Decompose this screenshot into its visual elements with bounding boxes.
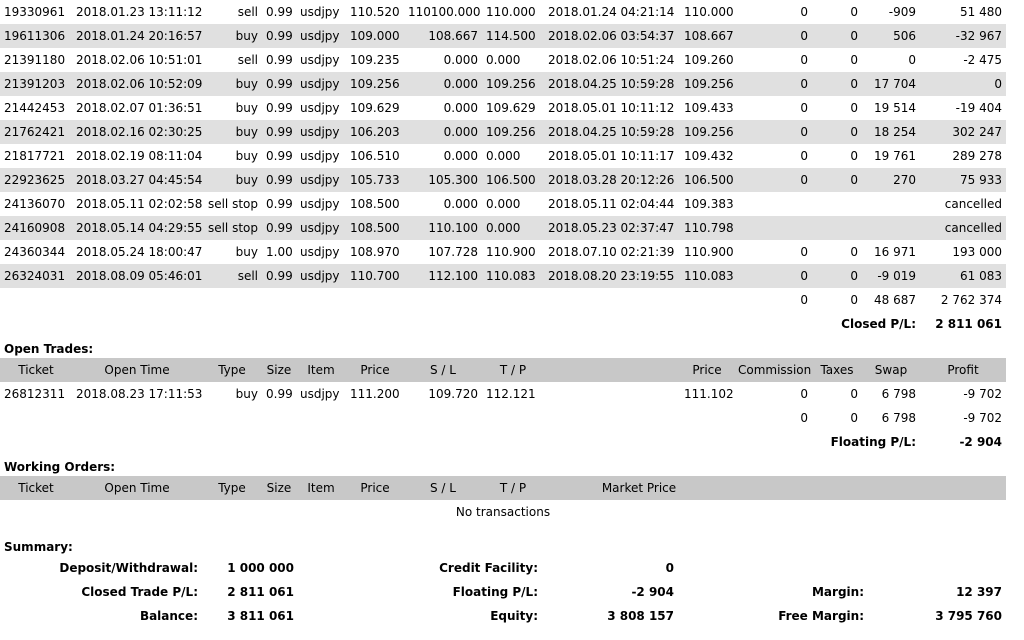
cell-price: 108.500 [346,216,404,240]
cell-close-time: 2018.04.25 10:59:28 [544,72,680,96]
cell-swap: 506 [862,24,920,48]
cell-price: 109.629 [350,101,400,115]
cell-sl: 110.100 [404,216,482,240]
cell-item: usdjpy [300,53,340,67]
cell-ticket: 22923625 [0,168,72,192]
floating-pl-row [0,430,1006,454]
open-cell-sl: 109.720 [428,387,478,401]
cell-close-time: 2018.05.11 02:04:44 [548,197,675,211]
cell-size: 0.99 [266,149,293,163]
closed-trade-row [0,24,1006,48]
cell-taxes: 0 [850,149,858,163]
closed-trade-row [0,120,1006,144]
closed-trade-row [0,264,1006,288]
cell-close-price: 106.500 [680,168,734,192]
cell-profit: 289 278 [952,149,1002,163]
cell-profit: 302 247 [920,120,1006,144]
cell-tp: 109.256 [482,120,544,144]
cell-size: 0.99 [266,197,293,211]
cell-price: 109.000 [346,24,404,48]
cell-close-time: 2018.08.20 23:19:55 [544,264,680,288]
open-totals-row [0,406,1006,430]
cell-item: usdjpy [300,5,340,19]
cell-ticket: 21762421 [0,120,72,144]
cell-size: 0.99 [262,72,296,96]
cell-ticket: 21442453 [4,101,66,115]
open-cell-type: buy [235,387,258,401]
balance-label: Balance: [139,609,198,623]
summary-floating-value: -2 904 [631,585,674,599]
balance-value: 3 811 061 [227,609,294,623]
cell-taxes [812,216,862,240]
cell-profit: 75 933 [920,168,1006,192]
cell-price: 109.235 [350,53,400,67]
cell-size: 0.99 [266,53,293,67]
wo-col-size: Size [262,476,296,500]
cell-size: 0.99 [262,216,296,240]
deposit-value: 1 000 000 [227,561,294,575]
cell-profit: 193 000 [952,245,1002,259]
open-cell-price: 111.200 [350,387,400,401]
cell-close-time: 2018.02.06 10:51:24 [548,53,675,67]
cell-item: usdjpy [296,216,346,240]
total-swap: 48 687 [874,293,916,307]
no-transactions-row [0,500,1006,524]
closed-trade-row [0,0,1006,24]
wo-col-open-time: Open Time [72,476,202,500]
cell-open-time: 2018.02.19 08:11:04 [76,149,202,163]
open-total-taxes: 0 [850,411,858,425]
col-size: Size [262,358,296,382]
closed-trade-row [0,48,1006,72]
cell-type: buy [202,168,262,192]
closed-trade-row [0,168,1006,192]
cell-sl: 0.000 [404,120,482,144]
cell-tp: 109.256 [482,72,544,96]
cell-commission: 0 [734,24,812,48]
cell-type: buy [202,72,262,96]
open-cell-blank [544,382,680,406]
cell-ticket: 19330961 [4,5,66,19]
cell-tp: 0.000 [486,197,521,211]
summary-floating-label: Floating P/L: [452,585,538,599]
closed-trade-row [0,144,1006,168]
open-cell-commission: 0 [800,387,808,401]
cell-close-price: 110.900 [684,245,734,259]
closed-trade-value: 2 811 061 [227,585,294,599]
cell-size: 0.99 [262,264,296,288]
col-swap: Swap [862,358,920,382]
cell-type: buy [235,245,258,259]
cell-price: 105.733 [346,168,404,192]
cell-taxes: 0 [850,5,858,19]
cell-sl: 105.300 [404,168,482,192]
wo-col-market-price: Market Price [544,476,734,500]
cell-open-time: 2018.02.07 01:36:51 [76,101,202,115]
cell-price: 110.700 [346,264,404,288]
cell-taxes: 0 [812,24,862,48]
cell-profit: 51 480 [960,5,1002,19]
col-item: Item [296,358,346,382]
cell-commission: 0 [734,264,812,288]
wo-col-blank [734,476,1006,500]
cell-type: buy [202,120,262,144]
cell-type: sell stop [202,216,262,240]
cell-commission: 0 [800,53,808,67]
col-open-time: Open Time [72,358,202,382]
open-cell-ticket: 26812311 [4,387,66,401]
cell-type: sell [237,53,258,67]
wo-col-sl: S / L [404,476,482,500]
cell-close-time: 2018.01.24 04:21:14 [548,5,675,19]
floating-pl-label: Floating P/L: [830,435,916,449]
cell-size: 0.99 [262,168,296,192]
cell-ticket: 26324031 [0,264,72,288]
closed-trade-row [0,216,1006,240]
cell-ticket: 24360344 [4,245,66,259]
cell-type: sell [237,5,258,19]
cell-profit: cancelled [944,197,1002,211]
open-cell-swap: 6 798 [881,387,916,401]
cell-close-price: 110.000 [684,5,734,19]
cell-ticket: 21817721 [4,149,66,163]
cell-commission [734,192,812,216]
cell-commission: 0 [800,5,808,19]
open-trades-header [0,358,1006,382]
cell-ticket: 21391180 [4,53,66,67]
cell-price: 106.203 [346,120,404,144]
wo-col-ticket: Ticket [0,476,72,500]
cell-open-time: 2018.02.16 02:30:25 [72,120,202,144]
closed-trade-row [0,96,1006,120]
wo-col-type: Type [202,476,262,500]
cell-swap [862,192,920,216]
total-commission: 0 [800,293,808,307]
cell-sl: 0.000 [443,53,478,67]
cell-price: 106.510 [350,149,400,163]
working-orders-header [0,476,1006,500]
col-taxes: Taxes [812,358,862,382]
cell-sl: 0.000 [443,197,478,211]
cell-taxes: 0 [812,168,862,192]
col-profit: Profit [920,358,1006,382]
cell-profit: -19 404 [955,101,1002,115]
cell-taxes [812,192,862,216]
cell-item: usdjpy [300,245,340,259]
cell-ticket: 24160908 [0,216,72,240]
summary-row-2 [0,580,1006,604]
cell-item: usdjpy [296,264,346,288]
open-cell-profit: -9 702 [963,387,1002,401]
cell-close-time: 2018.04.25 10:59:28 [544,120,680,144]
open-cell-size: 0.99 [266,387,293,401]
cell-open-time: 2018.05.24 18:00:47 [76,245,202,259]
cell-close-price: 109.260 [684,53,734,67]
col-price: Price [346,358,404,382]
cell-tp: 110.000 [486,5,536,19]
cell-tp: 106.500 [482,168,544,192]
cell-swap: -909 [888,5,916,19]
cell-taxes: 0 [850,101,858,115]
cell-ticket: 19611306 [0,24,72,48]
cell-open-time: 2018.03.27 04:45:54 [72,168,202,192]
col-type: Type [202,358,262,382]
cell-commission [734,216,812,240]
col-tp: T / P [482,358,544,382]
cell-swap: 19 761 [874,149,916,163]
cell-commission: 0 [800,149,808,163]
cell-open-time: 2018.02.06 10:51:01 [76,53,202,67]
working-orders-title: Working Orders: [4,460,116,474]
cell-tp: 110.900 [486,245,536,259]
cell-item: usdjpy [296,24,346,48]
cell-taxes: 0 [812,72,862,96]
open-total-swap: 6 798 [881,411,916,425]
working-orders-table [0,476,1006,524]
cell-close-time: 2018.05.01 10:11:17 [548,149,675,163]
cell-sl: 110100.000 [408,5,481,19]
cell-sl: 107.728 [428,245,478,259]
free-margin-value: 3 795 760 [935,609,1002,623]
open-cell-open-time: 2018.08.23 17:11:53 [76,387,202,401]
cell-type: buy [235,101,258,115]
cell-item: usdjpy [300,101,340,115]
col-sl: S / L [404,358,482,382]
cell-commission: 0 [734,168,812,192]
cell-close-time: 2018.02.06 03:54:37 [544,24,680,48]
summary-row-1 [0,556,1006,580]
cell-close-price: 109.256 [680,72,734,96]
cell-price: 109.256 [346,72,404,96]
cell-tp: 110.083 [482,264,544,288]
open-cell-tp: 112.121 [486,387,536,401]
summary-table [0,556,1006,628]
cell-ticket: 21391203 [0,72,72,96]
cell-tp: 0.000 [482,216,544,240]
cell-open-time: 2018.02.06 10:52:09 [72,72,202,96]
wo-col-item: Item [296,476,346,500]
equity-value: 3 808 157 [607,609,674,623]
cell-close-price: 109.433 [684,101,734,115]
cell-swap: 19 514 [874,101,916,115]
cell-swap: 17 704 [862,72,920,96]
cell-item: usdjpy [296,72,346,96]
cell-close-time: 2018.05.23 02:37:47 [544,216,680,240]
cell-item: usdjpy [296,120,346,144]
open-cell-taxes: 0 [850,387,858,401]
cell-profit: 61 083 [920,264,1006,288]
cell-commission: 0 [800,245,808,259]
cell-sl: 0.000 [443,149,478,163]
cell-sl: 112.100 [404,264,482,288]
open-cell-market-price: 111.102 [684,387,734,401]
cell-taxes: 0 [812,264,862,288]
closed-pl-row [0,312,1006,336]
cell-type: sell [202,264,262,288]
col-ticket: Ticket [0,358,72,382]
cell-open-time: 2018.05.11 02:02:58 [76,197,202,211]
cell-taxes: 0 [850,53,858,67]
cell-swap [862,216,920,240]
margin-label: Margin: [811,585,864,599]
floating-pl-value: -2 904 [959,435,1002,449]
cell-taxes: 0 [812,120,862,144]
no-transactions-text: No transactions [455,505,551,519]
closed-trade-row [0,72,1006,96]
cell-type: buy [235,149,258,163]
total-taxes: 0 [850,293,858,307]
cell-size: 0.99 [266,101,293,115]
cell-open-time: 2018.05.14 04:29:55 [72,216,202,240]
cell-tp: 0.000 [486,149,521,163]
closed-pl-label: Closed P/L: [841,317,916,331]
cell-price: 110.520 [350,5,400,19]
open-total-profit: -9 702 [963,411,1002,425]
cell-commission: 0 [734,72,812,96]
cell-close-price: 109.383 [684,197,734,211]
credit-label: Credit Facility: [439,561,538,575]
closed-totals-row [0,288,1006,312]
open-total-commission: 0 [800,411,808,425]
cell-close-time: 2018.03.28 20:12:26 [544,168,680,192]
summary-title: Summary: [4,540,73,554]
open-trades-table [0,358,1006,454]
wo-col-price: Price [346,476,404,500]
cell-type: sell stop [207,197,258,211]
cell-swap: 270 [862,168,920,192]
cell-price: 108.500 [350,197,400,211]
cell-sl: 0.000 [443,101,478,115]
cell-item: usdjpy [296,168,346,192]
cell-swap: 0 [908,53,916,67]
cell-close-time: 2018.05.01 10:11:12 [548,101,675,115]
cell-size: 0.99 [266,5,293,19]
col-blank [544,358,680,382]
cell-taxes: 0 [850,245,858,259]
cell-close-price: 110.798 [680,216,734,240]
margin-value: 12 397 [956,585,1002,599]
cell-close-price: 109.432 [684,149,734,163]
closed-trade-label: Closed Trade P/L: [81,585,198,599]
cell-item: usdjpy [300,197,340,211]
cell-profit: cancelled [920,216,1006,240]
col-market-price: Price [680,358,734,382]
cell-profit: 0 [920,72,1006,96]
open-trade-row [0,382,1006,406]
cell-size: 0.99 [262,120,296,144]
cell-close-time: 2018.07.10 02:21:39 [548,245,675,259]
closed-trade-row [0,192,1006,216]
open-cell-item: usdjpy [300,387,340,401]
cell-tp: 114.500 [482,24,544,48]
cell-type: buy [202,24,262,48]
closed-trade-row [0,240,1006,264]
cell-size: 0.99 [262,24,296,48]
total-profit: 2 762 374 [940,293,1002,307]
cell-commission: 0 [800,101,808,115]
cell-sl: 108.667 [404,24,482,48]
cell-open-time: 2018.01.23 13:11:12 [76,5,202,19]
cell-size: 1.00 [266,245,293,259]
cell-close-price: 109.256 [680,120,734,144]
cell-tp: 0.000 [486,53,521,67]
deposit-label: Deposit/Withdrawal: [59,561,198,575]
cell-swap: 18 254 [862,120,920,144]
cell-item: usdjpy [300,149,340,163]
cell-sl: 0.000 [404,72,482,96]
cell-tp: 109.629 [486,101,536,115]
wo-col-tp: T / P [482,476,544,500]
cell-price: 108.970 [350,245,400,259]
col-commission: Commission [734,358,812,382]
cell-profit: -32 967 [920,24,1006,48]
equity-label: Equity: [490,609,538,623]
cell-swap: -9 019 [862,264,920,288]
cell-profit: -2 475 [963,53,1002,67]
cell-commission: 0 [734,120,812,144]
cell-swap: 16 971 [874,245,916,259]
cell-close-price: 108.667 [680,24,734,48]
cell-ticket: 24136070 [4,197,66,211]
cell-close-price: 110.083 [680,264,734,288]
cell-open-time: 2018.08.09 05:46:01 [72,264,202,288]
closed-pl-value: 2 811 061 [935,317,1002,331]
summary-row-3 [0,604,1006,628]
cell-open-time: 2018.01.24 20:16:57 [72,24,202,48]
open-trades-title: Open Trades: [4,342,94,356]
free-margin-label: Free Margin: [778,609,864,623]
credit-value: 0 [665,561,674,575]
